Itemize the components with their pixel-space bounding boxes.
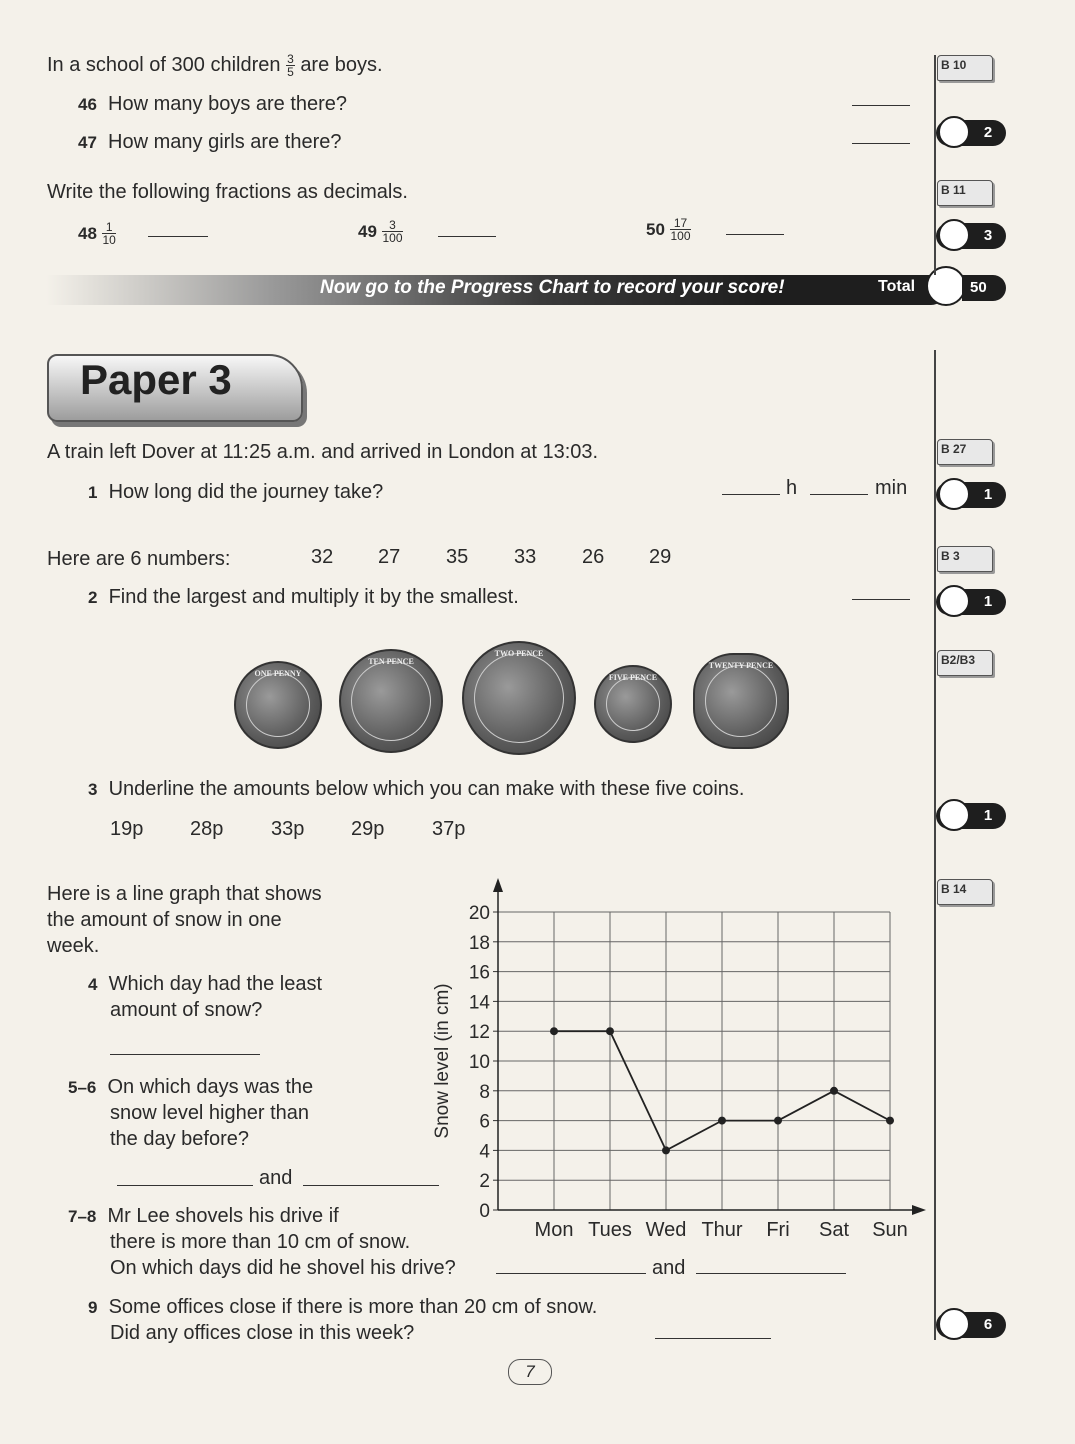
- score-box-2[interactable]: 3: [936, 219, 1006, 253]
- y-tick-label: 16: [468, 962, 490, 984]
- paper-title: Paper 3: [80, 356, 232, 403]
- train-intro: A train left Dover at 11:25 a.m. and arrived in London at 13:03.: [47, 441, 599, 463]
- number-2: 27: [378, 546, 401, 568]
- answer-5-line[interactable]: [117, 1185, 253, 1186]
- coin-five-pence-image: FIVE PENCE: [594, 665, 672, 743]
- y-tick-label: 2: [479, 1171, 490, 1193]
- answer-8-line[interactable]: [696, 1273, 846, 1274]
- x-axis-arrow: [912, 1205, 926, 1215]
- y-tick-label: 12: [468, 1022, 490, 1044]
- graph-intro-line1: Here is a line graph that shows: [47, 883, 322, 905]
- number-4: 33: [514, 546, 537, 568]
- answer-47-line[interactable]: [852, 143, 910, 144]
- fraction-three-fifths: $\frac{3}{5}$: [287, 52, 294, 80]
- x-tick-label: Mon: [534, 1219, 574, 1241]
- and-word-7-8: and: [652, 1257, 686, 1279]
- y-tick-label: 18: [468, 932, 490, 954]
- question-47: 47 How many girls are there?: [78, 131, 342, 153]
- total-label: Total: [878, 278, 916, 295]
- y-axis-label: Snow level (in cm): [432, 983, 453, 1139]
- graph-intro-line3: week.: [47, 935, 100, 957]
- data-point: [830, 1087, 838, 1095]
- ref-book-icon-6: B 14: [937, 879, 995, 905]
- score-box-6[interactable]: 6: [936, 1308, 1006, 1342]
- y-tick-label: 4: [479, 1141, 490, 1163]
- coin-ten-pence-image: TEN PENCE: [339, 649, 443, 753]
- coin-one-penny-image: ONE PENNY: [234, 661, 322, 749]
- number-6: 29: [649, 546, 672, 568]
- graph-intro-line2: the amount of snow in one: [47, 909, 282, 931]
- question-7-8-line2: there is more than 10 cm of snow.: [110, 1231, 411, 1253]
- question-1: 1 How long did the journey take?: [88, 481, 384, 503]
- data-point: [662, 1146, 670, 1154]
- amount-29p[interactable]: 29p: [351, 818, 385, 840]
- y-tick-label: 6: [479, 1111, 490, 1133]
- answer-4-line[interactable]: [110, 1054, 260, 1055]
- question-49: 49 $\frac{3}{100}$: [358, 218, 403, 246]
- number-5: 26: [582, 546, 605, 568]
- question-9: 9 Some offices close if there is more than 20 cm of snow.: [88, 1296, 598, 1318]
- amount-19p[interactable]: 19p: [110, 818, 144, 840]
- total-value: 50: [970, 279, 987, 296]
- answer-9-line[interactable]: [655, 1338, 771, 1339]
- progress-banner-text: Now go to the Progress Chart to record your score!: [320, 277, 785, 298]
- ref-book-icon-4: B 3: [937, 546, 995, 572]
- x-tick-label: Wed: [645, 1219, 687, 1241]
- x-tick-label: Tues: [588, 1219, 632, 1241]
- answer-2-line[interactable]: [852, 599, 910, 600]
- y-tick-label: 10: [468, 1052, 490, 1073]
- score-box-3[interactable]: 1: [936, 478, 1006, 512]
- question-2: 2 Find the largest and multiply it by the smallest.: [88, 586, 519, 608]
- question-9-line2: Did any offices close in this week?: [110, 1322, 415, 1344]
- numbers-intro: Here are 6 numbers:: [47, 548, 231, 570]
- amount-33p[interactable]: 33p: [271, 818, 305, 840]
- number-3: 35: [446, 546, 469, 568]
- page-number: 7: [508, 1359, 552, 1385]
- question-4: 4 Which day had the least: [88, 973, 323, 995]
- unit-hours: h: [786, 477, 798, 499]
- data-point: [550, 1027, 558, 1035]
- y-axis-arrow: [493, 878, 503, 892]
- answer-46-line[interactable]: [852, 105, 910, 106]
- x-tick-label: Sat: [818, 1219, 850, 1241]
- y-tick-label: 14: [468, 992, 490, 1014]
- ref-book-icon-3: B 27: [937, 439, 995, 465]
- answer-1-hours-line[interactable]: [722, 494, 780, 495]
- answer-1-minutes-line[interactable]: [810, 494, 868, 495]
- coin-twenty-pence-image: TWENTY PENCE: [693, 653, 789, 749]
- question-5-6: 5–6 On which days was the: [68, 1076, 314, 1098]
- question-5-6-line2: snow level higher than: [110, 1102, 310, 1124]
- x-tick-label: Sun: [872, 1219, 908, 1241]
- data-point: [774, 1117, 782, 1125]
- y-tick-label: 20: [468, 903, 490, 924]
- data-point: [606, 1027, 614, 1035]
- question-48: 48 $\frac{1}{10}$: [78, 220, 116, 248]
- answer-50-line[interactable]: [726, 234, 784, 235]
- unit-minutes: min: [875, 477, 908, 499]
- x-tick-label: Thur: [701, 1219, 743, 1241]
- snow-line-graph: [420, 872, 940, 1252]
- data-point: [718, 1117, 726, 1125]
- answer-48-line[interactable]: [148, 236, 208, 237]
- answer-6-line[interactable]: [303, 1185, 439, 1186]
- school-intro: In a school of 300 children $\frac{3}{5}$ are boys.: [47, 52, 383, 80]
- coin-two-pence-image: TWO PENCE: [462, 641, 576, 755]
- number-1: 32: [311, 546, 334, 568]
- amount-37p[interactable]: 37p: [432, 818, 466, 840]
- amount-28p[interactable]: 28p: [190, 818, 224, 840]
- y-tick-label: 8: [479, 1081, 490, 1103]
- question-4-line2: amount of snow?: [110, 999, 263, 1021]
- score-box-4[interactable]: 1: [936, 585, 1006, 619]
- ref-book-icon-2: B 11: [937, 180, 995, 206]
- question-50: 50 $\frac{17}{100}$: [646, 216, 691, 244]
- question-46: 46 How many boys are there?: [78, 93, 348, 115]
- answer-49-line[interactable]: [438, 236, 496, 237]
- x-tick-label: Fri: [766, 1219, 790, 1241]
- ref-book-icon-5: B2/B3: [937, 650, 995, 676]
- and-word-5-6: and: [259, 1167, 293, 1189]
- question-7-8: 7–8 Mr Lee shovels his drive if: [68, 1205, 339, 1227]
- question-3: 3 Underline the amounts below which you can make with these five coins.: [88, 778, 745, 800]
- score-box-1[interactable]: 2: [936, 116, 1006, 150]
- y-tick-label: 0: [479, 1201, 490, 1222]
- total-score-circle[interactable]: [926, 266, 966, 306]
- question-5-6-line3: the day before?: [110, 1128, 249, 1150]
- ref-book-icon-1: B 10: [937, 55, 995, 81]
- question-7-8-line3: On which days did he shovel his drive?: [110, 1257, 456, 1279]
- data-point: [886, 1117, 894, 1125]
- answer-7-line[interactable]: [496, 1273, 646, 1274]
- decimals-intro: Write the following fractions as decimals.: [47, 181, 408, 203]
- score-box-5[interactable]: 1: [936, 799, 1006, 833]
